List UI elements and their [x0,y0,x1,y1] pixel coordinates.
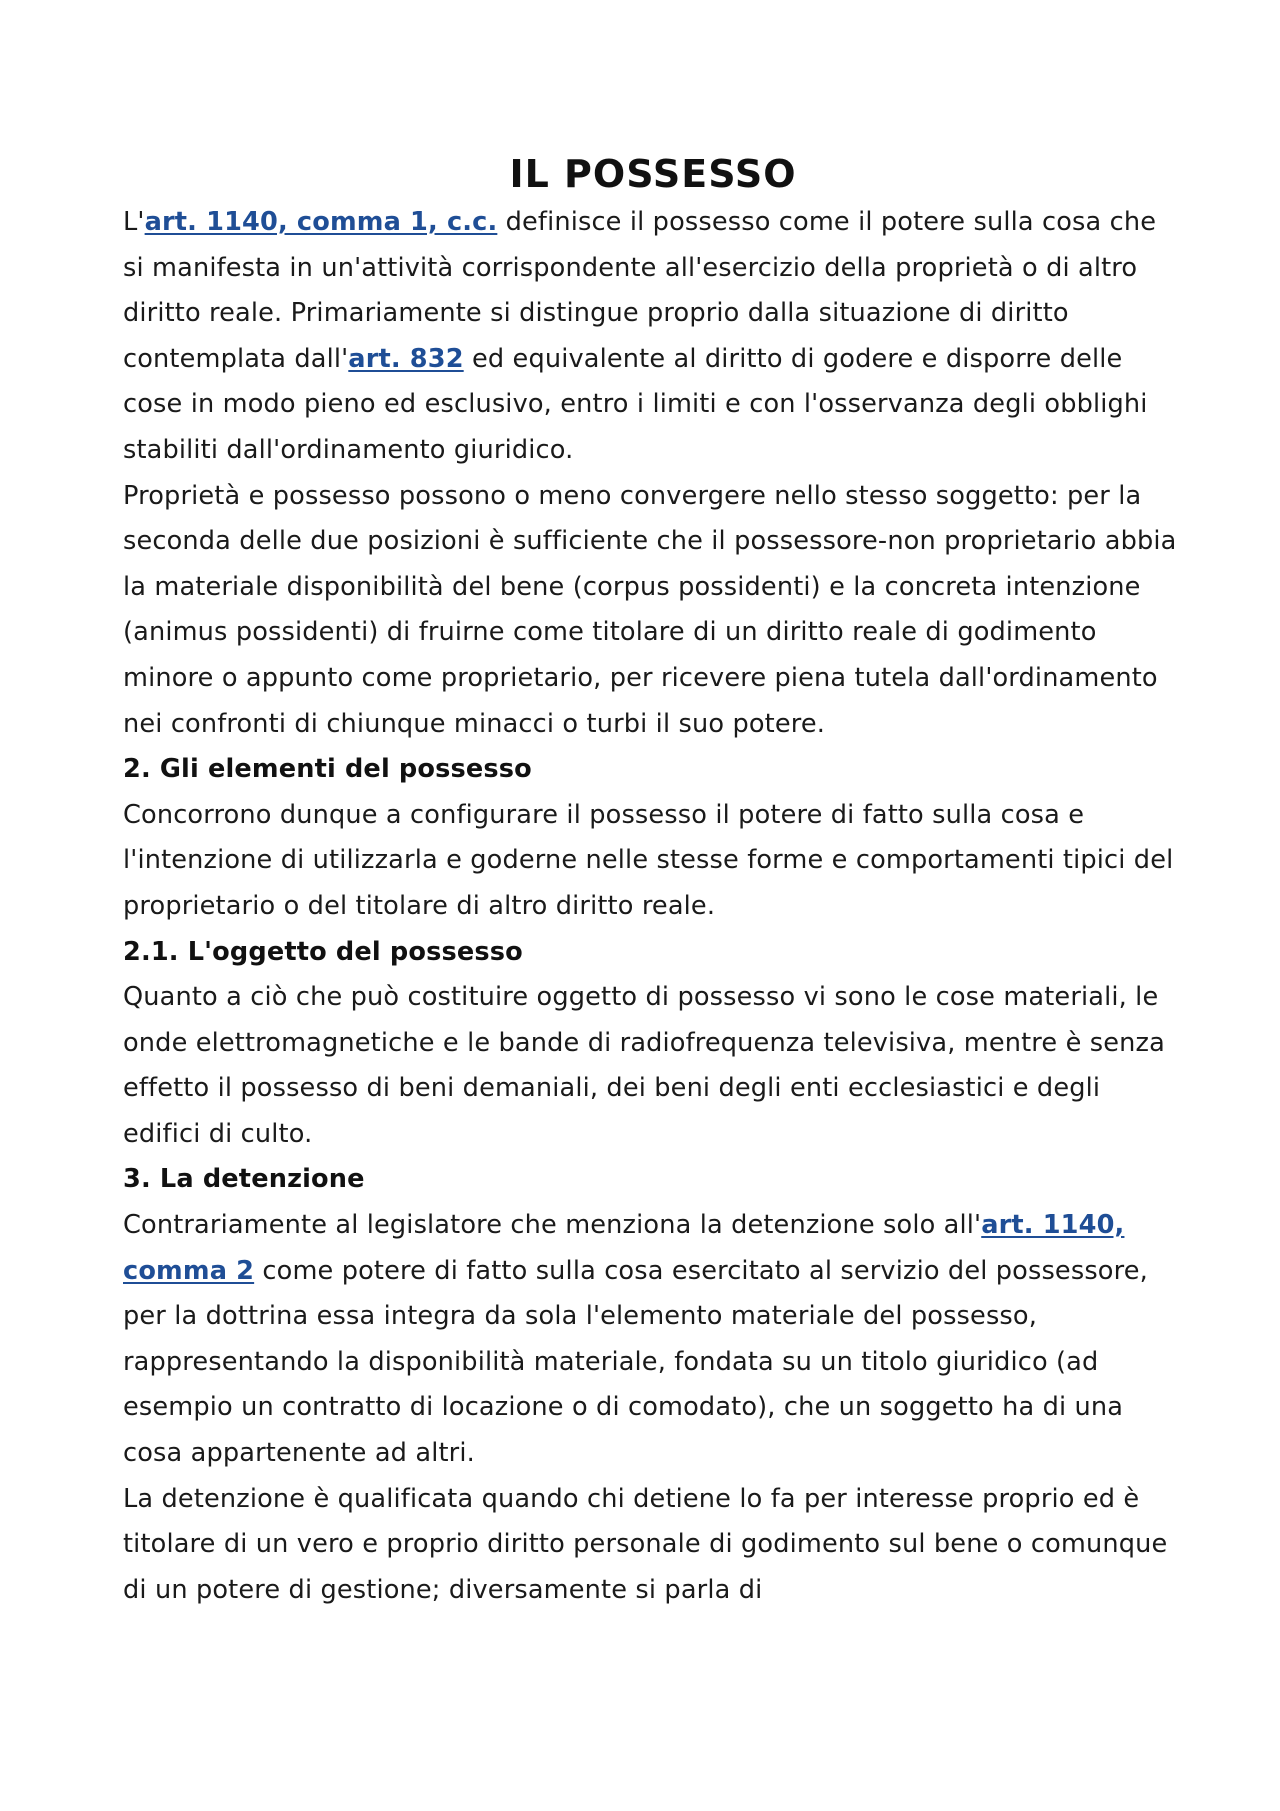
text-segment: come potere di fatto sulla cosa esercitato al servizio del possessore, per la dottrina essa integra da sola l'elemento materiale del possesso, rappresentando la disponibilità materiale, fondata su un titolo giuridico (ad esempio un contratto di locazione o di comodato), che un soggetto ha di una cosa appartenente ad altri. [123,1255,1148,1469]
section-heading-oggetto: 2.1. L'oggetto del possesso [123,936,523,967]
document-page [123,148,1183,1613]
paragraph-definition [123,200,1183,474]
paragraph-proprieta-possesso: Proprietà e possesso possono o meno convergere nello stesso soggetto: per la seconda delle due posizioni è sufficiente che il possessore-non proprietario abbia la materiale disponibilità del bene (corpus possidenti) e la concreta intenzione (animus possidenti) di fruirne come titolare di un diritto reale di godimento minore o appunto come proprietario, per ricevere piena tutela dall'ordinamento nei confronti di chiunque minacci o turbi il suo potere. [123,480,1177,739]
paragraph-detenzione-qualificata: La detenzione è qualificata quando chi detiene lo fa per interesse proprio ed è titolare di un vero e proprio diritto personale di godimento sul bene o comunque di un potere di gestione; diversamente si parla di [123,1483,1168,1605]
section-heading-elementi: 2. Gli elementi del possesso [123,754,532,785]
section-heading-detenzione: 3. La detenzione [123,1164,365,1195]
text-segment: L' [123,207,145,237]
link-art-1140-comma-1[interactable]: art. 1140, comma 1, c.c. [144,207,498,237]
link-art-1140-comma-2[interactable]: art. 1140, comma 2 [123,1210,1125,1286]
text-segment: Contrariamente al legislatore che menziona la detenzione solo all' [123,1210,982,1241]
text-segment: definisce il possesso come il potere sulla cosa che si manifesta in un'attività corrispondente all'esercizio della proprietà o di altro diritto reale. Primariamente si distingue proprio dalla situazione di diritto contemplata dall' [123,207,1157,374]
text-segment: ed equivalente al diritto di godere e disporre delle cose in modo pieno ed esclusivo, entro i limiti e con l'osservanza degli obblighi stabiliti dall'ordinamento giuridico. [123,343,1148,465]
paragraph-detenzione [123,1203,1183,1477]
paragraph-oggetto: Quanto a ciò che può costituire oggetto di possesso vi sono le cose materiali, le onde elettromagnetiche e le bande di radiofrequenza televisiva, mentre è senza effetto il possesso di beni demaniali, dei beni degli enti ecclesiastici e degli edifici di culto. [123,982,1165,1149]
link-art-832[interactable]: art. 832 [348,343,464,374]
paragraph-elementi: Concorrono dunque a configurare il possesso il potere di fatto sulla cosa e l'intenzione di utilizzarla e goderne nelle stesse forme e comportamenti tipici del proprietario o del titolare di altro diritto reale. [123,799,1174,921]
page-title: IL POSSESSO [509,152,797,196]
